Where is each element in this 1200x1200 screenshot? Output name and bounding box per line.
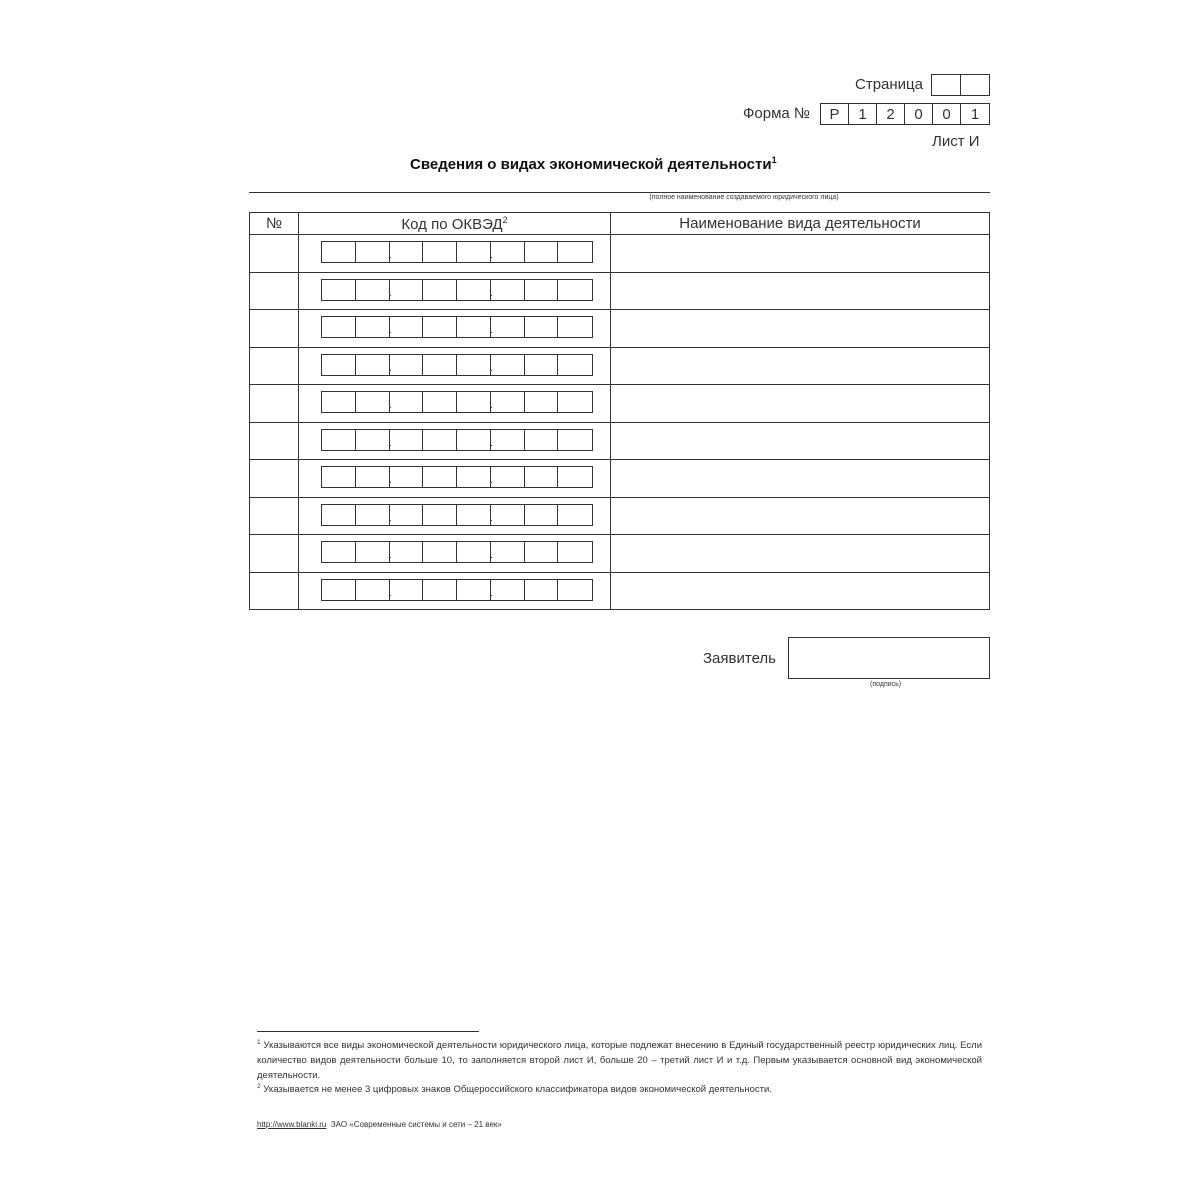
okved-code-cell	[299, 310, 611, 348]
okved-digit-box[interactable]	[558, 355, 592, 375]
row-number-cell[interactable]	[250, 347, 299, 385]
row-number-cell[interactable]	[250, 572, 299, 610]
okved-digit-box[interactable]	[356, 355, 390, 375]
form-code-boxes	[820, 103, 990, 125]
okved-digit-box[interactable]	[423, 467, 457, 487]
okved-digit-box[interactable]	[322, 392, 356, 412]
okved-separator-dot: .	[388, 250, 392, 260]
okved-digit-box[interactable]	[322, 317, 356, 337]
form-code-cell: 2	[877, 104, 905, 124]
col-name-header: Наименование вида деятельности	[611, 213, 990, 235]
table-row	[250, 235, 990, 273]
okved-code-cell	[299, 385, 611, 423]
okved-separator-dot: .	[490, 325, 493, 335]
form-title-text: Сведения о видах экономической деятельности	[410, 156, 772, 173]
okved-code-field	[299, 423, 610, 460]
okved-code-boxes[interactable]	[321, 316, 593, 338]
okved-digit-box[interactable]	[491, 467, 525, 487]
footnote-2	[257, 1079, 982, 1097]
okved-separator-dot: .	[388, 400, 392, 410]
form-code-cell: 0	[905, 104, 933, 124]
page-number-cell[interactable]	[932, 75, 961, 95]
okved-digit-box[interactable]	[558, 505, 592, 525]
okved-digit-box[interactable]	[322, 467, 356, 487]
okved-code-cell	[299, 422, 611, 460]
row-number-cell[interactable]	[250, 535, 299, 573]
okved-digit-box[interactable]	[558, 580, 592, 600]
okved-digit-box[interactable]	[457, 542, 491, 562]
okved-separator-dot: .	[388, 325, 392, 335]
okved-code-boxes[interactable]	[321, 504, 593, 526]
okved-digit-box[interactable]	[457, 467, 491, 487]
signature-caption: (подпись)	[870, 681, 902, 688]
okved-digit-box[interactable]	[457, 430, 491, 450]
activity-name-cell[interactable]	[611, 535, 990, 573]
okved-digit-box[interactable]	[491, 280, 525, 300]
page-label: Страница	[855, 76, 923, 93]
table-row	[250, 535, 990, 573]
okved-digit-box[interactable]	[423, 242, 457, 262]
col-code-header	[299, 213, 611, 235]
okved-digit-box[interactable]	[525, 430, 559, 450]
sheet-label: Лист И	[932, 133, 980, 150]
okved-digit-box[interactable]	[457, 392, 491, 412]
signature-box[interactable]	[788, 637, 990, 679]
col-code-header-text: Код по ОКВЭД	[401, 215, 503, 233]
form-code-cell: Р	[821, 104, 849, 124]
okved-code-field	[299, 348, 610, 385]
table-row	[250, 460, 990, 498]
okved-digit-box[interactable]	[525, 542, 559, 562]
row-number-cell[interactable]	[250, 235, 299, 273]
okved-digit-box[interactable]	[322, 430, 356, 450]
table-header-row	[250, 213, 990, 235]
okved-code-field	[299, 310, 610, 347]
okved-code-field	[299, 273, 610, 310]
okved-code-boxes[interactable]	[321, 466, 593, 488]
activity-name-cell[interactable]	[611, 385, 990, 423]
source-link[interactable]: http://www.blanki.ru	[257, 1120, 327, 1129]
okved-separator-dot: .	[490, 362, 493, 373]
okved-digit-box[interactable]	[322, 505, 356, 525]
form-code-cell: 1	[849, 104, 877, 124]
okved-digit-box[interactable]	[390, 242, 424, 262]
row-number-cell[interactable]	[250, 385, 299, 423]
okved-code-cell	[299, 572, 611, 610]
okved-code-field	[299, 460, 610, 497]
okved-digit-box[interactable]	[525, 580, 559, 600]
okved-separator-dot: .	[490, 400, 493, 410]
okved-digit-box[interactable]	[423, 580, 457, 600]
okved-digit-box[interactable]	[390, 580, 424, 600]
okved-separator-dot: .	[490, 512, 493, 523]
okved-digit-box[interactable]	[390, 430, 424, 450]
okved-code-field	[299, 535, 610, 572]
okved-digit-box[interactable]	[390, 542, 424, 562]
table-row	[250, 422, 990, 460]
okved-digit-box[interactable]	[491, 580, 525, 600]
okved-code-field	[299, 385, 610, 422]
okved-digit-box[interactable]	[356, 505, 390, 525]
okved-code-cell	[299, 535, 611, 573]
okved-digit-box[interactable]	[356, 467, 390, 487]
okved-code-cell	[299, 235, 611, 273]
activity-name-cell[interactable]	[611, 347, 990, 385]
okved-digit-box[interactable]	[356, 580, 390, 600]
okved-code-boxes[interactable]	[321, 354, 593, 376]
applicant-label: Заявитель	[703, 650, 776, 667]
activity-name-cell[interactable]	[611, 272, 990, 310]
okved-digit-box[interactable]	[423, 355, 457, 375]
table-row	[250, 385, 990, 423]
source-company: ЗАО «Современные системы и сети – 21 век»	[330, 1120, 502, 1129]
okved-digit-box[interactable]	[356, 242, 390, 262]
activity-name-cell[interactable]	[611, 235, 990, 273]
okved-digit-box[interactable]	[491, 242, 525, 262]
source-line	[257, 1120, 502, 1129]
okved-digit-box[interactable]	[322, 580, 356, 600]
activity-name-cell[interactable]	[611, 460, 990, 498]
okved-separator-dot: .	[388, 437, 392, 448]
title-footnote-mark: 1	[771, 155, 777, 165]
activity-name-cell[interactable]	[611, 572, 990, 610]
okved-code-boxes[interactable]	[321, 241, 593, 263]
okved-digit-box[interactable]	[558, 467, 592, 487]
okved-separator-dot: .	[490, 587, 493, 598]
activities-table	[249, 212, 990, 610]
okved-separator-dot: .	[388, 512, 392, 523]
okved-digit-box[interactable]	[390, 392, 424, 412]
okved-separator-dot: .	[388, 475, 392, 485]
okved-digit-box[interactable]	[322, 280, 356, 300]
company-name-line[interactable]	[249, 192, 990, 193]
footnote-2-mark: 2	[257, 1083, 261, 1090]
okved-digit-box[interactable]	[390, 280, 424, 300]
okved-digit-box[interactable]	[525, 467, 559, 487]
okved-digit-box[interactable]	[491, 430, 525, 450]
okved-code-cell	[299, 347, 611, 385]
okved-separator-dot: .	[490, 437, 493, 448]
okved-digit-box[interactable]	[558, 392, 592, 412]
row-number-cell[interactable]	[250, 422, 299, 460]
okved-digit-box[interactable]	[491, 317, 525, 337]
footnote-2-text: Указывается не менее 3 цифровых знаков Общероссийского классификатора видов экономической деятельности.	[263, 1084, 772, 1096]
table-row	[250, 272, 990, 310]
activity-name-cell[interactable]	[611, 497, 990, 535]
okved-digit-box[interactable]	[558, 280, 592, 300]
activity-name-cell[interactable]	[611, 422, 990, 460]
okved-code-boxes[interactable]	[321, 541, 593, 563]
table-row	[250, 572, 990, 610]
okved-digit-box[interactable]	[390, 467, 424, 487]
okved-digit-box[interactable]	[423, 430, 457, 450]
okved-digit-box[interactable]	[525, 505, 559, 525]
okved-digit-box[interactable]	[322, 355, 356, 375]
okved-digit-box[interactable]	[390, 355, 424, 375]
okved-separator-dot: .	[388, 587, 392, 598]
okved-digit-box[interactable]	[491, 392, 525, 412]
okved-separator-dot: .	[490, 475, 493, 485]
okved-digit-box[interactable]	[457, 280, 491, 300]
row-number-cell[interactable]	[250, 497, 299, 535]
okved-digit-box[interactable]	[491, 542, 525, 562]
okved-digit-box[interactable]	[457, 505, 491, 525]
okved-digit-box[interactable]	[525, 355, 559, 375]
okved-digit-box[interactable]	[356, 430, 390, 450]
col-number-header: №	[250, 213, 299, 235]
okved-digit-box[interactable]	[356, 542, 390, 562]
row-number-cell[interactable]	[250, 272, 299, 310]
activity-name-cell[interactable]	[611, 310, 990, 348]
page-number-boxes[interactable]	[931, 74, 990, 96]
okved-digit-box[interactable]	[457, 355, 491, 375]
col-code-footnote-mark: 2	[502, 214, 508, 225]
form-label: Форма №	[743, 105, 811, 122]
table-row	[250, 310, 990, 348]
okved-digit-box[interactable]	[423, 317, 457, 337]
okved-digit-box[interactable]	[457, 242, 491, 262]
okved-code-boxes[interactable]	[321, 429, 593, 451]
footnote-1	[257, 1035, 982, 1083]
table-row	[250, 497, 990, 535]
row-number-cell[interactable]	[250, 460, 299, 498]
okved-digit-box[interactable]	[525, 317, 559, 337]
okved-code-cell	[299, 497, 611, 535]
okved-code-field	[299, 498, 610, 535]
form-title	[410, 155, 777, 173]
okved-code-cell	[299, 272, 611, 310]
okved-code-boxes[interactable]	[321, 391, 593, 413]
page-number-cell[interactable]	[961, 75, 989, 95]
okved-digit-box[interactable]	[558, 430, 592, 450]
okved-digit-box[interactable]	[423, 505, 457, 525]
okved-digit-box[interactable]	[525, 280, 559, 300]
okved-digit-box[interactable]	[322, 542, 356, 562]
okved-digit-box[interactable]	[423, 392, 457, 412]
okved-digit-box[interactable]	[423, 280, 457, 300]
footnote-1-mark: 1	[257, 1039, 261, 1046]
okved-digit-box[interactable]	[457, 317, 491, 337]
footnote-separator	[257, 1031, 479, 1032]
okved-digit-box[interactable]	[390, 505, 424, 525]
okved-digit-box[interactable]	[525, 392, 559, 412]
okved-code-boxes[interactable]	[321, 579, 593, 601]
okved-digit-box[interactable]	[558, 317, 592, 337]
okved-code-cell	[299, 460, 611, 498]
okved-digit-box[interactable]	[558, 242, 592, 262]
okved-code-field	[299, 235, 610, 272]
okved-code-boxes[interactable]	[321, 279, 593, 301]
okved-separator-dot: .	[490, 287, 493, 298]
okved-digit-box[interactable]	[457, 580, 491, 600]
okved-separator-dot: .	[490, 550, 493, 560]
okved-separator-dot: .	[490, 250, 493, 260]
okved-code-field	[299, 573, 610, 610]
okved-digit-box[interactable]	[356, 392, 390, 412]
footnote-1-text: Указываются все виды экономической деятельности юридического лица, которые подлежат внесению в Единый государственный реестр юридических лиц. Если количество видов деятельности больше 10, то заполняется второй лист И, больше 20 – третий лист И и т.д. Первым указывается основной вид экономической деятельности.	[257, 1040, 983, 1082]
okved-separator-dot: .	[388, 362, 392, 373]
company-name-caption: (полное наименование создаваемого юридического лица)	[649, 194, 839, 201]
okved-digit-box[interactable]	[356, 317, 390, 337]
table-row	[250, 347, 990, 385]
okved-separator-dot: .	[388, 287, 392, 298]
form-code-cell: 0	[933, 104, 961, 124]
okved-digit-box[interactable]	[390, 317, 424, 337]
okved-digit-box[interactable]	[525, 242, 559, 262]
okved-digit-box[interactable]	[423, 542, 457, 562]
okved-digit-box[interactable]	[491, 355, 525, 375]
okved-digit-box[interactable]	[356, 280, 390, 300]
form-code-cell: 1	[970, 105, 980, 123]
okved-digit-box[interactable]	[322, 242, 356, 262]
okved-digit-box[interactable]	[558, 542, 592, 562]
okved-digit-box[interactable]	[491, 505, 525, 525]
okved-separator-dot: .	[388, 550, 392, 560]
row-number-cell[interactable]	[250, 310, 299, 348]
